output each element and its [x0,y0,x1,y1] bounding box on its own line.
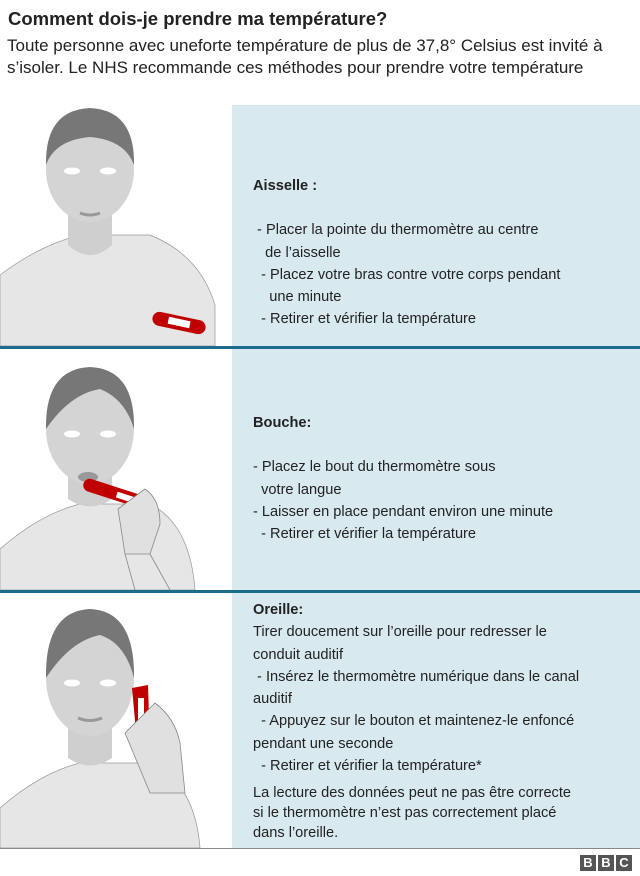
instruction-line: - Insérez le thermomètre numérique dans le canal [253,668,580,685]
panel-heading: Aisselle : [253,178,318,194]
instruction-line: auditif [253,691,292,708]
instruction-line: Tirer doucement sur l’oreille pour redresser le [253,624,547,641]
note-line: si le thermomètre n’est pas correctement placé [253,805,557,822]
bbc-logo [580,855,632,871]
instruction-line: pendant une seconde [253,735,394,752]
page-title: Comment dois-je prendre ma température? [8,8,388,29]
instruction-line: - Laisser en place pendant environ une minute [253,503,554,520]
panel-heading: Bouche: [253,415,312,431]
ear-illustration [0,593,232,848]
panel-mouth [0,349,640,590]
page-subtitle: Toute personne avec uneforte température de plus de 37,8° Celsius est invité à s’isoler. Le NHS recommande ces méthodes pour prendre votre température [7,36,603,77]
mouth-illustration [0,349,232,590]
instruction-line: - Retirer et vérifier la température* [253,758,482,775]
panel-heading: Oreille: [253,602,304,618]
bottom-divider [0,848,640,849]
logo-letter: B [598,855,614,871]
panel-ear [0,593,640,848]
instruction-line: de l’aisselle [253,244,341,261]
instruction-line: - Appuyez sur le bouton et maintenez-le enfoncé [253,713,575,730]
note-line: dans l’oreille. [253,825,339,842]
logo-letter: C [616,855,632,871]
logo-letter: B [580,855,596,871]
panel-armpit [0,105,640,346]
instruction-line: - Retirer et vérifier la température [253,311,477,328]
armpit-illustration [0,105,232,346]
instruction-line: - Placer la pointe du thermomètre au centre [253,222,539,239]
instruction-line: - Placez votre bras contre votre corps pendant [253,266,561,283]
instruction-line: conduit auditif [253,646,344,663]
instruction-line: - Placez le bout du thermomètre sous [253,459,496,476]
instruction-line: une minute [253,289,342,306]
note-line: La lecture des données peut ne pas être correcte [253,785,572,802]
instruction-line: votre langue [253,481,342,498]
instruction-line: - Retirer et vérifier la température [253,526,477,543]
